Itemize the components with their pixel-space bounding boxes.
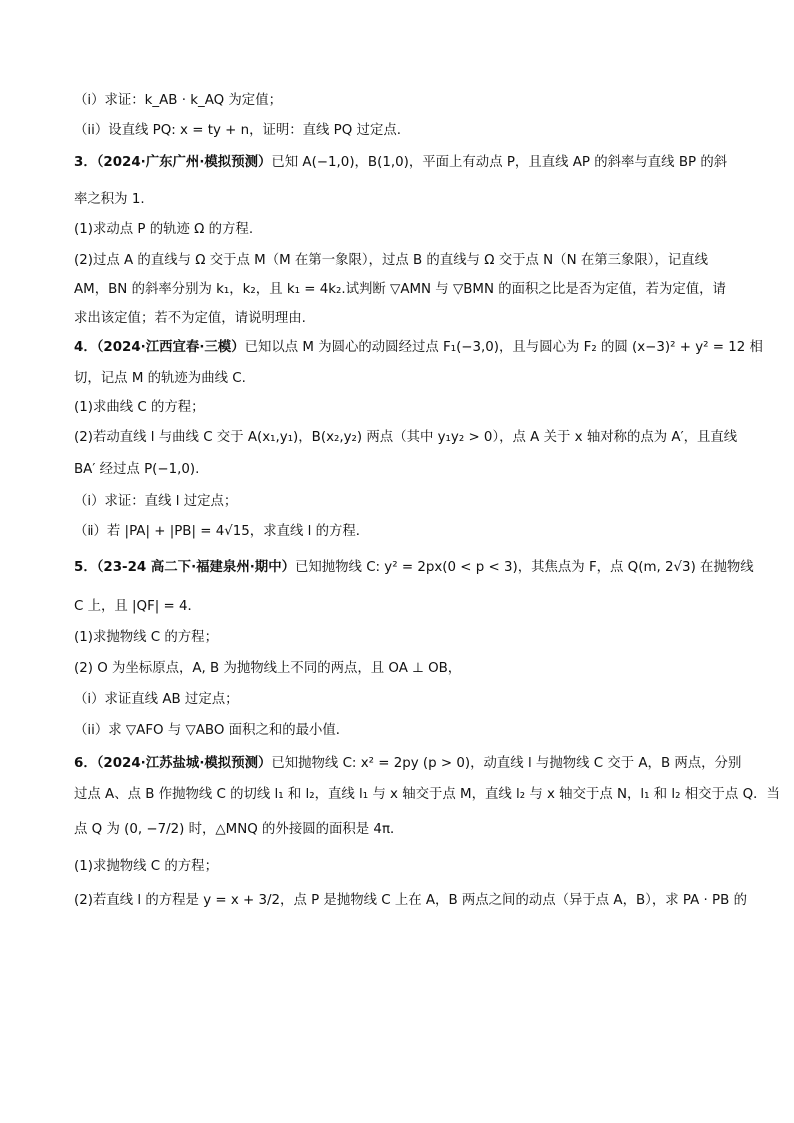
- text-line: (1)求抛物线 C 的方程；: [74, 630, 218, 645]
- question-number: 5．: [74, 560, 97, 575]
- text-line: （i）求证直线 AB 过定点；: [74, 692, 239, 707]
- question-source: （2024·江苏盐城·模拟预测）: [96, 756, 272, 771]
- text-line: （i）求证：k_AB · k_AQ 为定值；: [74, 93, 282, 108]
- question-number: 4．: [74, 340, 97, 355]
- text-line: （ii）设直线 PQ: x = ty + n，证明：直线 PQ 过定点.: [74, 123, 401, 138]
- text-line: （ⅱ）若 |PA| + |PB| = 4√15，求直线 l 的方程．: [74, 524, 370, 539]
- question-number: 6．: [74, 756, 97, 771]
- text-line: 点 Q 为 (0, −7/2) 时，△MNQ 的外接圆的面积是 4π．: [74, 822, 404, 837]
- text-line: (1)求抛物线 C 的方程；: [74, 859, 218, 874]
- question-number: 3．: [74, 155, 97, 170]
- question-5-line: 5．（23-24 高二下·福建泉州·期中）已知抛物线 C: y² = 2px(0 < p < 3)，其焦点为 F，点 Q(m, 2√3) 在抛物线: [74, 560, 754, 575]
- text-line: 求出该定值；若不为定值，请说明理由.: [74, 311, 306, 326]
- text-line: AM，BN 的斜率分别为 k₁，k₂，且 k₁ = 4k₂.试判断 ▽AMN 与 ▽BMN 的面积之比是否为定值，若为定值，请: [74, 282, 726, 297]
- question-6-line: 6．（2024·江苏盐城·模拟预测）已知抛物线 C: x² = 2py (p > 0)，动直线 l 与抛物线 C 交于 A，B 两点，分别: [74, 756, 742, 771]
- text-line: C 上，且 |QF| = 4．: [74, 599, 201, 614]
- text-line: (2)若动直线 l 与曲线 C 交于 A(x₁,y₁)，B(x₂,y₂) 两点（其中 y₁y₂ > 0），点 A 关于 x 轴对称的点为 A′，且直线: [74, 430, 738, 445]
- text-line: （ii）求 ▽AFO 与 ▽ABO 面积之和的最小值．: [74, 723, 350, 738]
- text-line: 率之积为 1.: [74, 192, 145, 207]
- text-line: (2)过点 A 的直线与 Ω 交于点 M（M 在第一象限），过点 B 的直线与 Ω 交于点 N（N 在第三象限），记直线: [74, 253, 709, 268]
- question-3-line: 3．（2024·广东广州·模拟预测）已知 A(−1,0)，B(1,0)，平面上有动点 P，且直线 AP 的斜率与直线 BP 的斜: [74, 155, 728, 170]
- text-line: (1)求动点 P 的轨迹 Ω 的方程.: [74, 222, 254, 237]
- text-line: 过点 A、点 B 作抛物线 C 的切线 l₁ 和 l₂，直线 l₁ 与 x 轴交于点 M，直线 l₂ 与 x 轴交于点 N，l₁ 和 l₂ 相交于点 Q．当: [74, 787, 780, 802]
- text-line: BA′ 经过点 P(−1,0).: [74, 462, 200, 477]
- text-line: （ⅰ）求证：直线 l 过定点；: [74, 494, 238, 509]
- text-line: (2) O 为坐标原点，A, B 为抛物线上不同的两点，且 OA ⊥ OB，: [74, 661, 462, 676]
- question-source: （2024·广东广州·模拟预测）: [96, 155, 272, 170]
- question-4-line: 4．（2024·江西宜春·三模）已知以点 M 为圆心的动圆经过点 F₁(−3,0)，且与圆心为 F₂ 的圆 (x−3)² + y² = 12 相: [74, 340, 763, 355]
- question-source: （2024·江西宜春·三模）: [96, 340, 245, 355]
- text-line: (2)若直线 l 的方程是 y = x + 3/2，点 P 是抛物线 C 上在 A，B 两点之间的动点（异于点 A，B），求 PA · PB 的: [74, 893, 747, 908]
- question-source: （23-24 高二下·福建泉州·期中）: [96, 560, 295, 575]
- text-line: 切，记点 M 的轨迹为曲线 C.: [74, 371, 246, 386]
- text-line: (1)求曲线 C 的方程；: [74, 400, 205, 415]
